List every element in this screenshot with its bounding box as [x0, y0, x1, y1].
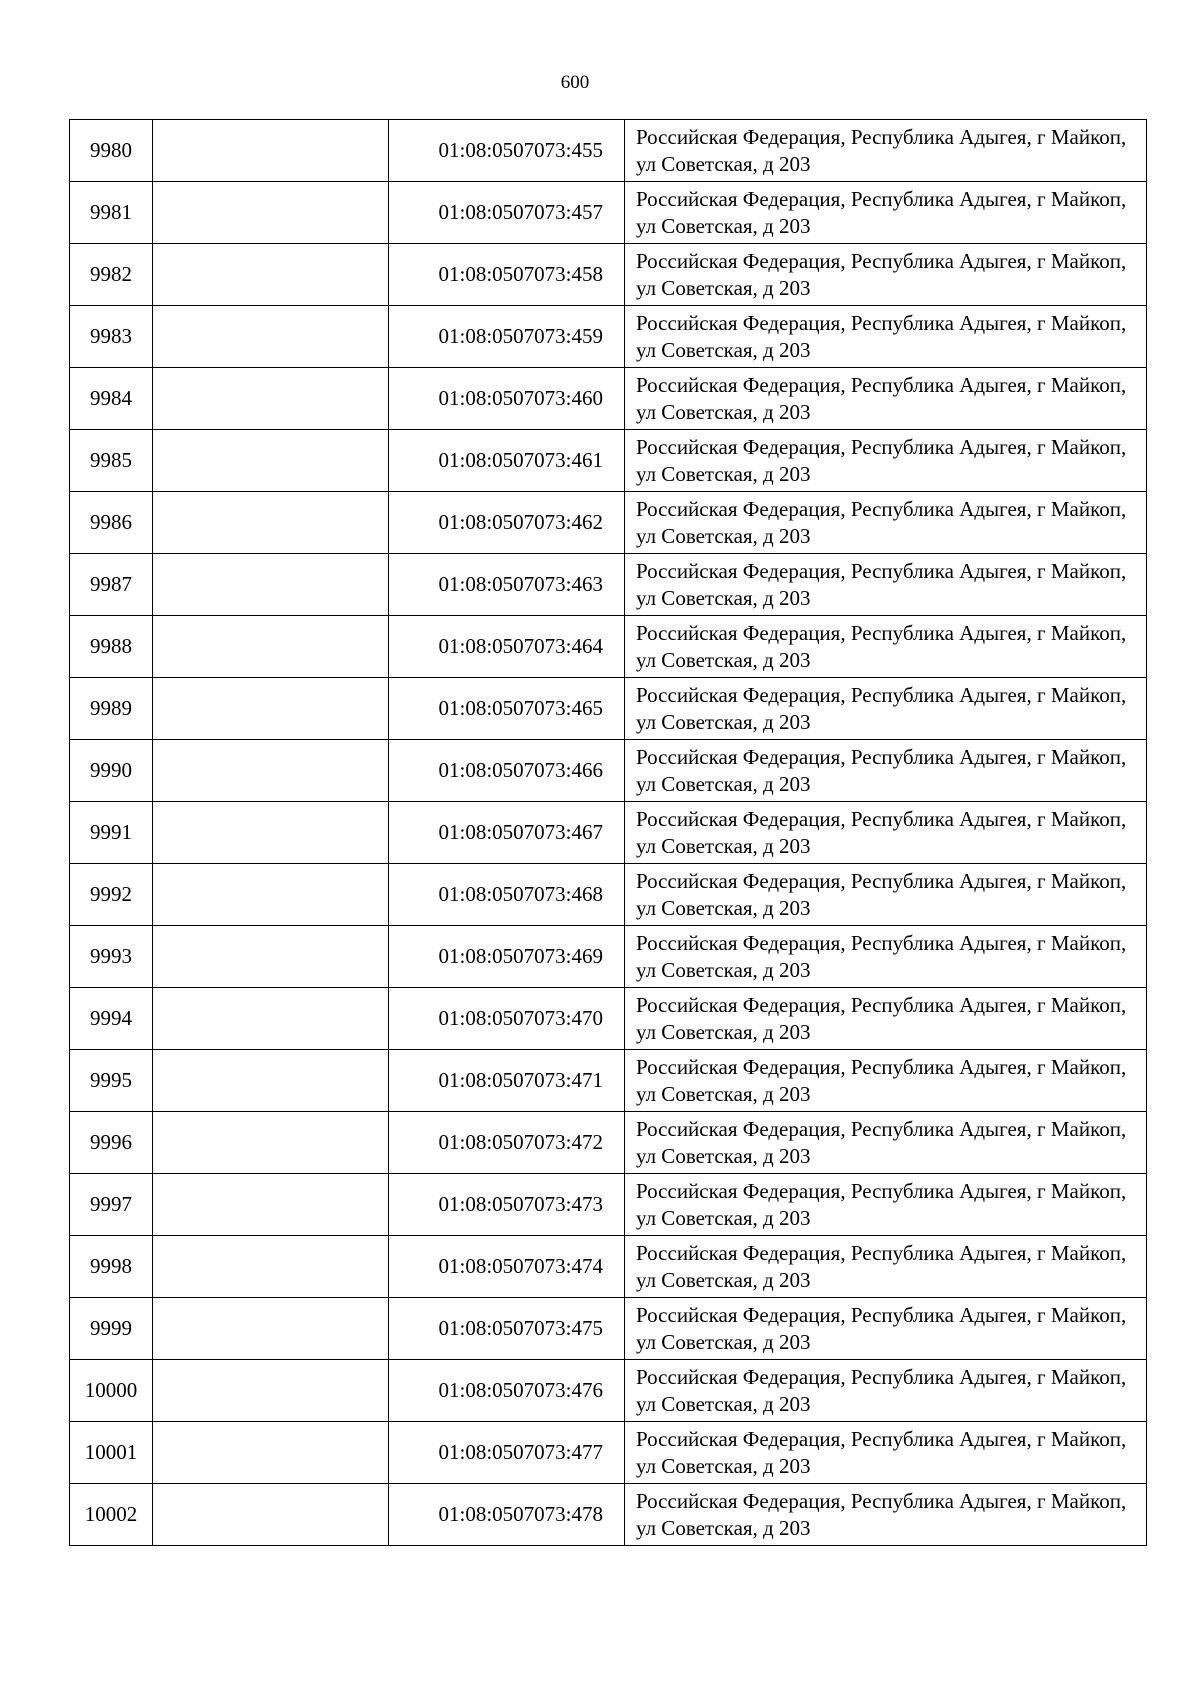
table-row — [70, 492, 1147, 554]
table-row — [70, 306, 1147, 368]
cadastral-number-cell: 01:08:0507073:469 — [389, 926, 625, 988]
table-row — [70, 244, 1147, 306]
object-name-cell — [153, 120, 389, 182]
object-name-cell — [153, 430, 389, 492]
object-name-cell — [153, 492, 389, 554]
row-number-cell: 9986 — [70, 492, 153, 554]
table-row — [70, 616, 1147, 678]
row-number-cell: 9991 — [70, 802, 153, 864]
row-number-cell: 9995 — [70, 1050, 153, 1112]
cadastral-number-cell: 01:08:0507073:462 — [389, 492, 625, 554]
cadastral-number-cell: 01:08:0507073:457 — [389, 182, 625, 244]
row-number-cell: 9983 — [70, 306, 153, 368]
object-name-cell — [153, 1422, 389, 1484]
row-number-cell: 10001 — [70, 1422, 153, 1484]
row-number-cell: 9989 — [70, 678, 153, 740]
object-name-cell — [153, 306, 389, 368]
cadastral-number-cell: 01:08:0507073:470 — [389, 988, 625, 1050]
cadastral-number-cell: 01:08:0507073:473 — [389, 1174, 625, 1236]
table-row — [70, 1360, 1147, 1422]
table-row — [70, 1298, 1147, 1360]
address-cell: Российская Федерация, Республика Адыгея, г Майкоп, ул Советская, д 203 — [625, 1236, 1147, 1298]
object-name-cell — [153, 802, 389, 864]
address-cell: Российская Федерация, Республика Адыгея, г Майкоп, ул Советская, д 203 — [625, 1050, 1147, 1112]
cadastral-number-cell: 01:08:0507073:478 — [389, 1484, 625, 1546]
table-row — [70, 430, 1147, 492]
address-cell: Российская Федерация, Республика Адыгея, г Майкоп, ул Советская, д 203 — [625, 306, 1147, 368]
object-name-cell — [153, 1050, 389, 1112]
row-number-cell: 9994 — [70, 988, 153, 1050]
row-number-cell: 9988 — [70, 616, 153, 678]
object-name-cell — [153, 1174, 389, 1236]
table-row — [70, 678, 1147, 740]
address-cell: Российская Федерация, Республика Адыгея, г Майкоп, ул Советская, д 203 — [625, 1174, 1147, 1236]
address-cell: Российская Федерация, Республика Адыгея, г Майкоп, ул Советская, д 203 — [625, 244, 1147, 306]
cadastral-number-cell: 01:08:0507073:465 — [389, 678, 625, 740]
cadastral-number-cell: 01:08:0507073:474 — [389, 1236, 625, 1298]
table-row — [70, 1422, 1147, 1484]
cadastral-number-cell: 01:08:0507073:467 — [389, 802, 625, 864]
row-number-cell: 9998 — [70, 1236, 153, 1298]
object-name-cell — [153, 1360, 389, 1422]
cadastral-number-cell: 01:08:0507073:468 — [389, 864, 625, 926]
table-row — [70, 926, 1147, 988]
row-number-cell: 9990 — [70, 740, 153, 802]
cadastral-number-cell: 01:08:0507073:475 — [389, 1298, 625, 1360]
address-cell: Российская Федерация, Республика Адыгея, г Майкоп, ул Советская, д 203 — [625, 492, 1147, 554]
table-row — [70, 1112, 1147, 1174]
address-cell: Российская Федерация, Республика Адыгея, г Майкоп, ул Советская, д 203 — [625, 926, 1147, 988]
address-cell: Российская Федерация, Республика Адыгея, г Майкоп, ул Советская, д 203 — [625, 1360, 1147, 1422]
object-name-cell — [153, 182, 389, 244]
cadastral-number-cell: 01:08:0507073:477 — [389, 1422, 625, 1484]
cadastral-number-cell: 01:08:0507073:472 — [389, 1112, 625, 1174]
table-row — [70, 1174, 1147, 1236]
address-cell: Российская Федерация, Республика Адыгея, г Майкоп, ул Советская, д 203 — [625, 864, 1147, 926]
table-row — [70, 1050, 1147, 1112]
object-name-cell — [153, 864, 389, 926]
table-row — [70, 1484, 1147, 1546]
address-cell: Российская Федерация, Республика Адыгея, г Майкоп, ул Советская, д 203 — [625, 1298, 1147, 1360]
address-cell: Российская Федерация, Республика Адыгея, г Майкоп, ул Советская, д 203 — [625, 554, 1147, 616]
address-cell: Российская Федерация, Республика Адыгея, г Майкоп, ул Советская, д 203 — [625, 802, 1147, 864]
table-row — [70, 1236, 1147, 1298]
row-number-cell: 9997 — [70, 1174, 153, 1236]
cadastral-number-cell: 01:08:0507073:455 — [389, 120, 625, 182]
table-row — [70, 120, 1147, 182]
address-cell: Российская Федерация, Республика Адыгея, г Майкоп, ул Советская, д 203 — [625, 678, 1147, 740]
address-cell: Российская Федерация, Республика Адыгея, г Майкоп, ул Советская, д 203 — [625, 368, 1147, 430]
address-cell: Российская Федерация, Республика Адыгея, г Майкоп, ул Советская, д 203 — [625, 1112, 1147, 1174]
object-name-cell — [153, 988, 389, 1050]
address-cell: Российская Федерация, Республика Адыгея, г Майкоп, ул Советская, д 203 — [625, 1422, 1147, 1484]
address-cell: Российская Федерация, Республика Адыгея, г Майкоп, ул Советская, д 203 — [625, 430, 1147, 492]
cadastral-number-cell: 01:08:0507073:459 — [389, 306, 625, 368]
cadastral-number-cell: 01:08:0507073:458 — [389, 244, 625, 306]
object-name-cell — [153, 1484, 389, 1546]
cadastral-number-cell: 01:08:0507073:476 — [389, 1360, 625, 1422]
row-number-cell: 9996 — [70, 1112, 153, 1174]
object-name-cell — [153, 1236, 389, 1298]
table-row — [70, 864, 1147, 926]
object-name-cell — [153, 616, 389, 678]
row-number-cell: 10002 — [70, 1484, 153, 1546]
object-name-cell — [153, 368, 389, 430]
table-row — [70, 182, 1147, 244]
table-row — [70, 988, 1147, 1050]
registry-table-body — [70, 120, 1147, 1546]
address-cell: Российская Федерация, Республика Адыгея, г Майкоп, ул Советская, д 203 — [625, 182, 1147, 244]
object-name-cell — [153, 926, 389, 988]
cadastral-number-cell: 01:08:0507073:461 — [389, 430, 625, 492]
table-row — [70, 740, 1147, 802]
cadastral-number-cell: 01:08:0507073:460 — [389, 368, 625, 430]
row-number-cell: 9999 — [70, 1298, 153, 1360]
row-number-cell: 9984 — [70, 368, 153, 430]
address-cell: Российская Федерация, Республика Адыгея, г Майкоп, ул Советская, д 203 — [625, 616, 1147, 678]
row-number-cell: 9987 — [70, 554, 153, 616]
table-row — [70, 368, 1147, 430]
row-number-cell: 9981 — [70, 182, 153, 244]
page-number: 600 — [560, 72, 590, 93]
cadastral-number-cell: 01:08:0507073:463 — [389, 554, 625, 616]
object-name-cell — [153, 554, 389, 616]
table-row — [70, 554, 1147, 616]
row-number-cell: 9985 — [70, 430, 153, 492]
registry-table — [69, 119, 1147, 1546]
object-name-cell — [153, 1112, 389, 1174]
cadastral-number-cell: 01:08:0507073:471 — [389, 1050, 625, 1112]
row-number-cell: 10000 — [70, 1360, 153, 1422]
row-number-cell: 9992 — [70, 864, 153, 926]
row-number-cell: 9982 — [70, 244, 153, 306]
table-row — [70, 802, 1147, 864]
object-name-cell — [153, 740, 389, 802]
address-cell: Российская Федерация, Республика Адыгея, г Майкоп, ул Советская, д 203 — [625, 740, 1147, 802]
address-cell: Российская Федерация, Республика Адыгея, г Майкоп, ул Советская, д 203 — [625, 1484, 1147, 1546]
object-name-cell — [153, 244, 389, 306]
object-name-cell — [153, 1298, 389, 1360]
object-name-cell — [153, 678, 389, 740]
address-cell: Российская Федерация, Республика Адыгея, г Майкоп, ул Советская, д 203 — [625, 120, 1147, 182]
row-number-cell: 9980 — [70, 120, 153, 182]
cadastral-number-cell: 01:08:0507073:466 — [389, 740, 625, 802]
cadastral-number-cell: 01:08:0507073:464 — [389, 616, 625, 678]
address-cell: Российская Федерация, Республика Адыгея, г Майкоп, ул Советская, д 203 — [625, 988, 1147, 1050]
row-number-cell: 9993 — [70, 926, 153, 988]
